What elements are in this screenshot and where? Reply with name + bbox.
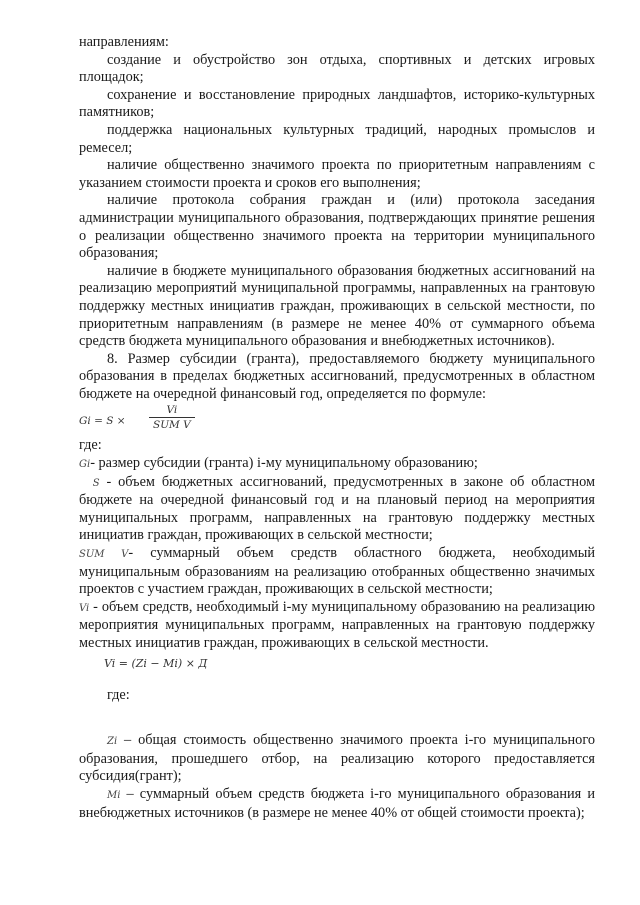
- list-item-traditions: поддержка национальных культурных традиций, народных промыслов и ремесел;: [79, 121, 595, 156]
- definition-mi-text: – суммарный объем средств бюджета i-го муниципального образования и внебюджетных источников (в размере не менее 40% от общей стоимости проекта);: [79, 785, 595, 821]
- formula-vi-text: Vi = (Zi − Mi) × Д: [104, 656, 208, 670]
- symbol-mi: Mi: [107, 789, 121, 801]
- document-page: [79, 34, 595, 822]
- criterion-protocol: наличие протокола собрания граждан и (или) протокола заседания администрации муниципального образования, подтверждающих принятие решения о реализации общественно значимого проекта на территории муниципального образования;: [79, 192, 595, 262]
- definition-vi-text: - объем средств, необходимый i-му муниципальному образованию на реализацию мероприятия муниципальных программ, направленных на грантовую поддержку местных инициатив граждан, проживающих в сельской местности.: [79, 598, 595, 651]
- criterion-project: наличие общественно значимого проекта по приоритетным направлениям с указанием стоимости проекта и сроков его выполнения;: [79, 157, 595, 191]
- criterion-budget: наличие в бюджете муниципального образования бюджетных ассигнований на реализацию мероприятий муниципальной программы, направленных на грантовую поддержку местных инициатив граждан, проживающих в сельской местности, по приоритетным направлениям (в размере не менее 40% от суммарного объема средств бюджета муниципального образования и внебюджетных источников).: [79, 262, 595, 350]
- definition-mi: [79, 786, 595, 822]
- formula-gi-lhs: Gi = S ×: [79, 415, 126, 428]
- list-item-recreation: создание и обустройство зон отдыха, спортивных и детских игровых площадок;: [79, 51, 595, 86]
- definition-gi-text: - размер субсидии (гранта) i-му муниципальному образованию;: [90, 455, 478, 472]
- paragraph-intro: направлениям:: [79, 34, 169, 50]
- definition-vi: [79, 599, 595, 653]
- definition-sumv: [79, 545, 595, 599]
- formula-gi: [79, 403, 595, 437]
- definition-zi-text: – общая стоимость общественно значимого проекта i-го муниципального образования, прошедшего отбор, на реализацию которого предоставляется субсидия(грант);: [79, 732, 595, 785]
- formula-vi: [79, 653, 595, 673]
- where-label-1: где:: [79, 437, 102, 454]
- symbol-gi: Gi: [79, 459, 91, 471]
- definition-sumv-text: - суммарный объем средств областного бюджета, необходимый муниципальным образованиям на реализацию отобранных общественно значимых проектов с участием граждан, проживающих в сельской местности;: [79, 545, 596, 598]
- symbol-sumv: SUM V: [79, 549, 129, 561]
- symbol-s: S: [92, 477, 100, 489]
- list-item-landscapes: сохранение и восстановление природных ландшафтов, историко-культурных памятников;: [79, 86, 595, 121]
- formula-gi-numerator: Vi: [166, 404, 178, 417]
- where-label-2: где:: [107, 686, 130, 703]
- symbol-zi: Zi: [107, 736, 118, 748]
- symbol-vi: Vi: [79, 602, 90, 614]
- definition-zi: [79, 732, 595, 786]
- definition-s: [79, 474, 595, 545]
- definition-gi: [79, 455, 595, 474]
- formula-gi-denominator: SUM V: [149, 417, 195, 432]
- clause-8: 8. Размер субсидии (гранта), предоставляемого бюджету муниципального образования в пределах бюджетных ассигнований, предусмотренных в областном бюджете на очередной финансовый год, определяется по формуле:: [79, 350, 595, 402]
- formula-gi-fraction: [149, 403, 195, 432]
- definition-s-text: - объем бюджетных ассигнований, предусмотренных в законе об областном бюджете на очередной финансовый год и на плановый период на мероприятия муниципальных программ, направленных на грантовую поддержку местных инициатив граждан, проживающих в сельской местности;: [79, 473, 595, 544]
